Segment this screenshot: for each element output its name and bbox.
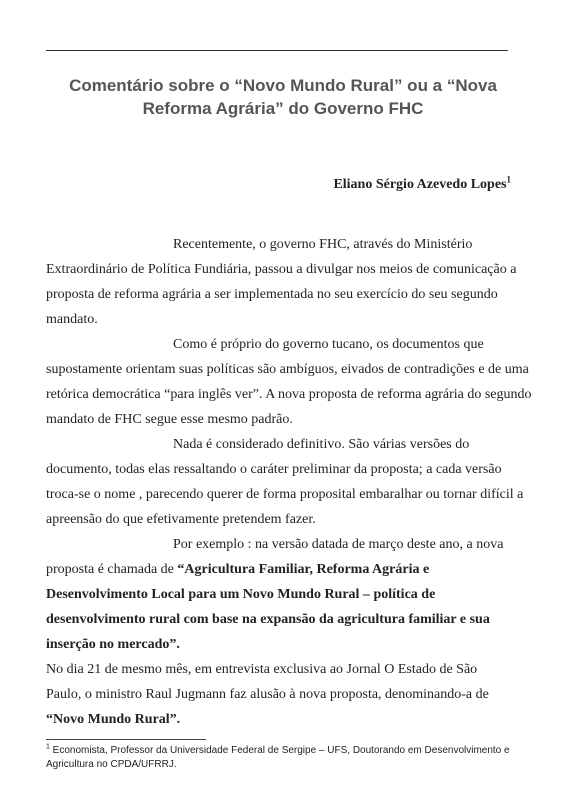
author-name-text: Eliano Sérgio Azevedo Lopes (333, 177, 507, 192)
footnote-line-1 (46, 744, 510, 757)
p4-line-1: Por exemplo : na versão datada de março deste ano, a nova (173, 537, 504, 552)
p5-line-3: “Novo Mundo Rural”. (46, 712, 181, 727)
p5-line-2: Paulo, o ministro Raul Jugmann faz alusão à nova proposta, denominando-a de (46, 687, 489, 702)
p5-line-1: No dia 21 de mesmo mês, em entrevista exclusiva ao Jornal O Estado de São (46, 662, 478, 677)
article-title (40, 74, 526, 120)
footnote-line-1-text: Economista, Professor da Universidade Federal de Sergipe – UFS, Doutorando em Desenvolvimento e (49, 745, 510, 756)
author-footnote-marker: 1 (506, 174, 511, 185)
author-name (333, 174, 511, 193)
p1-line-2: Extraordinário de Política Fundiária, passou a divulgar nos meios de comunicação a (46, 262, 517, 277)
p2-line-4: mandato de FHC segue esse mesmo padrão. (46, 412, 293, 427)
top-rule (46, 50, 508, 51)
p4-line-3: Desenvolvimento Local para um Novo Mundo Rural – política de (46, 587, 436, 602)
p3-line-2: documento, todas elas ressaltando o caráter preliminar da proposta; a cada versão (46, 462, 502, 477)
p3-line-1: Nada é considerado definitivo. São várias versões do (173, 437, 470, 452)
title-line-2: Reforma Agrária” do Governo FHC (142, 99, 424, 118)
p4-line-5: inserção no mercado”. (46, 637, 180, 652)
p3-line-4: apreensão do que efetivamente pretendem fazer. (46, 512, 316, 527)
p1-line-4: mandato. (46, 312, 98, 327)
p4-line-2 (46, 561, 429, 579)
p2-line-1: Como é próprio do governo tucano, os documentos que (173, 337, 484, 352)
footnote-line-2: Agricultura no CPDA/UFRRJ. (46, 759, 177, 770)
p2-line-3: retórica democrática “para inglês ver”. A nova proposta de reforma agrária do segundo (46, 387, 532, 402)
footnote-marker: 1 (46, 743, 50, 751)
p4-line-4: desenvolvimento rural com base na expansão da agricultura familiar e sua (46, 612, 490, 627)
p1-line-1: Recentemente, o governo FHC, através do Ministério (173, 237, 473, 252)
title-line-1: Comentário sobre o “Novo Mundo Rural” ou a “Nova (69, 76, 497, 95)
p1-line-3: proposta de reforma agrária a ser implementada no seu exercício do seu segundo (46, 287, 498, 302)
p4-line-2-bold: “Agricultura Familiar, Reforma Agrária e (177, 562, 430, 577)
p3-line-3: troca-se o nome , parecendo querer de forma proposital embaralhar ou tornar difícil a (46, 487, 524, 502)
p2-line-2: supostamente orientam suas políticas são ambíguos, eivados de contradições e de uma (46, 362, 529, 377)
p4-line-2-plain: proposta é chamada de (46, 562, 178, 577)
footnote-rule (46, 739, 206, 740)
